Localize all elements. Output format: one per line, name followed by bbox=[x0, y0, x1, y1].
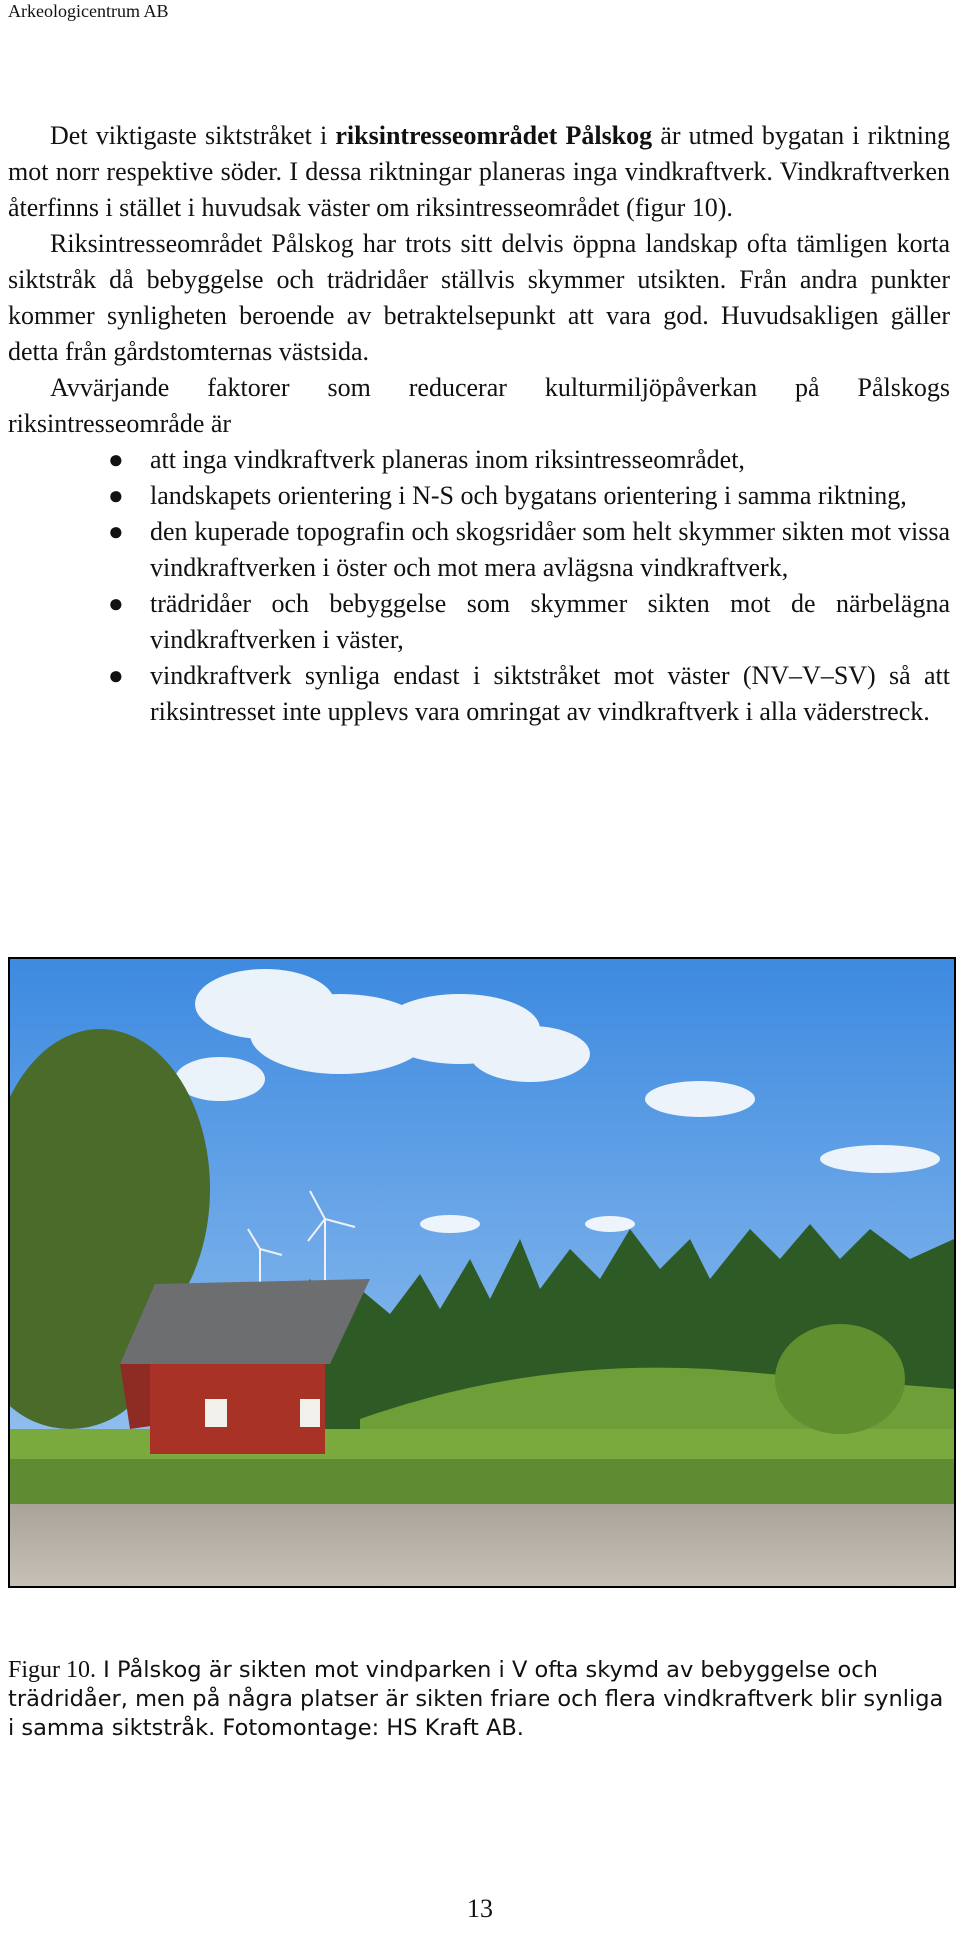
right-bush bbox=[775, 1324, 905, 1434]
bullet-list bbox=[8, 442, 950, 730]
page-number: 13 bbox=[467, 1894, 493, 1923]
list-item: ● trädridåer och bebyggelse som skymmer sikten mot de närbelägna vindkraftverken i väster, bbox=[8, 586, 950, 658]
body-text bbox=[8, 118, 950, 730]
bullet-icon: ● bbox=[108, 517, 124, 546]
grass-strip bbox=[10, 1459, 954, 1504]
landscape-photo bbox=[8, 957, 956, 1588]
bullet-icon: ● bbox=[108, 445, 124, 474]
bullet-icon: ● bbox=[108, 589, 124, 618]
bold-term: riksintresseområdet Pålskog bbox=[335, 121, 653, 150]
caption-label: Figur 10. bbox=[8, 1657, 97, 1683]
list-item: ● landskapets orientering i N-S och bygatans orientering i samma riktning, bbox=[8, 478, 950, 514]
list-item: ● vindkraftverk synliga endast i siktstråket mot väster (NV–V–SV) så att riksintresset inte upplevs vara omringat av vindkraftverk i alla väderstreck. bbox=[8, 658, 950, 730]
gravel-road bbox=[10, 1504, 954, 1586]
list-item: ● den kuperade topografin och skogsridåer som helt skymmer sikten mot vissa vindkraftverken i öster och mot mera avlägsna vindkraftverk, bbox=[8, 514, 950, 586]
list-item: ● att inga vindkraftverk planeras inom riksintresseområdet, bbox=[8, 442, 950, 478]
bullet-icon: ● bbox=[108, 481, 124, 510]
running-header: Arkeologicentrum AB bbox=[8, 1, 169, 21]
paragraph-2: Riksintresseområdet Pålskog har trots sitt delvis öppna landskap ofta tämligen korta siktstråk då bebyggelse och trädridåer ställvis skymmer utsikten. Från andra punkter kommer synligheten beroende av betraktelsepunkt att vara god. Huvudsakligen gäller detta från gårdstomternas västsida. bbox=[8, 229, 950, 366]
bullet-icon: ● bbox=[108, 661, 124, 690]
figure-caption bbox=[8, 1656, 952, 1743]
paragraph-3: Avvärjande faktorer som reducerar kulturmiljöpåverkan på Pålskogs riksintresseområde är bbox=[8, 373, 950, 438]
paragraph-1: Det viktigaste siktstråket i riksintresseområdet Pålskog är utmed bygatan i riktning mot norr respektive söder. I dessa riktningar planeras inga vindkraftverk. Vindkraftverken återfinns i stället i huvudsak väster om riksintresseområdet (figur 10). bbox=[8, 121, 950, 222]
caption-text: I Pålskog är sikten mot vindparken i V ofta skymd av bebyggelse och trädridåer, men på några platser är sikten friare och flera vindkraftverk blir synliga i samma siktstråk. Fotomontage: HS Kraft AB. bbox=[8, 1657, 944, 1741]
